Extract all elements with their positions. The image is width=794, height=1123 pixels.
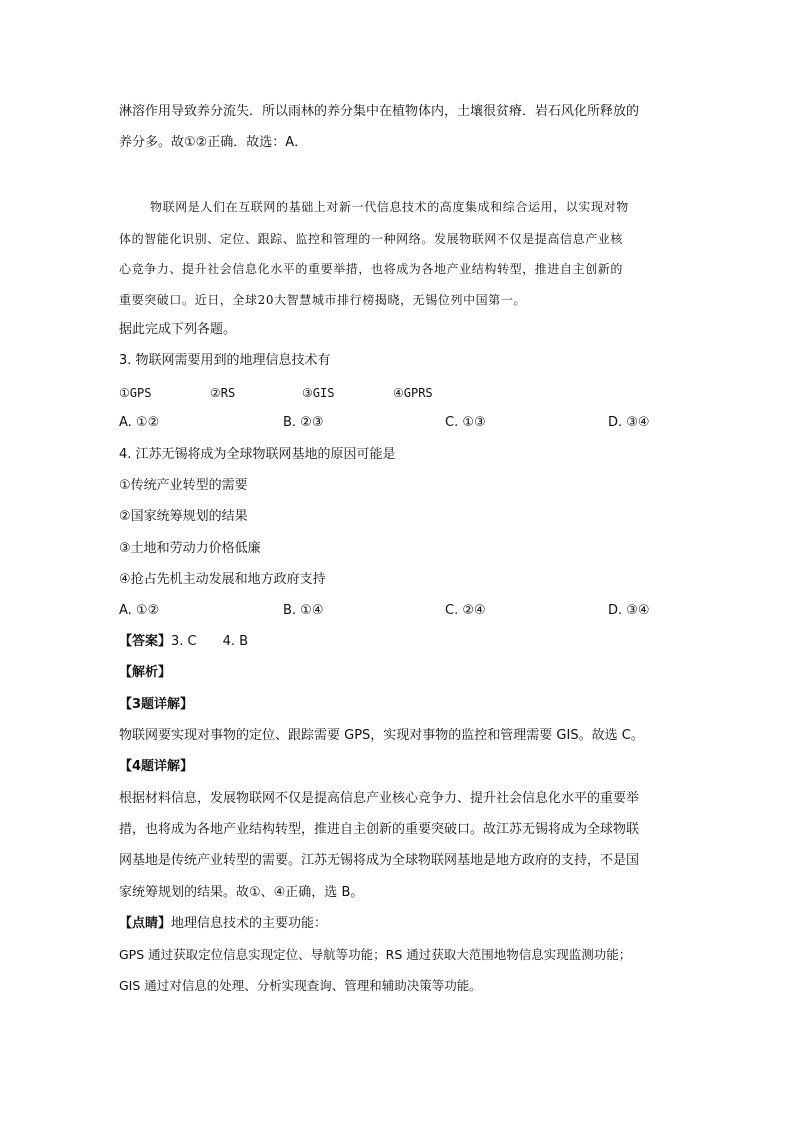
q4-detail-line-3: 网基地是传统产业转型的需要。江苏无锡将成为全球物联网基地是地方政府的支持，不是国 bbox=[119, 853, 640, 868]
q3-option-a: A. ①② bbox=[119, 415, 160, 430]
q4-detail-line-1: 根据材料信息，发展物联网不仅是提高信息产业核心竞争力、提升社会信息化水平的重要举 bbox=[119, 791, 640, 806]
q4-option-d: D. ③④ bbox=[608, 603, 650, 618]
tip-line-2: GIS 通过对信息的处理、分析实现查询、管理和辅助决策等功能。 bbox=[119, 978, 482, 993]
tip-title: 地理信息技术的主要功能： bbox=[171, 916, 328, 931]
q4-option-a: A. ①② bbox=[119, 603, 160, 618]
q3-detail-label: 【3题详解】 bbox=[119, 697, 194, 712]
passage-line-2: 体的智能化识别、定位、跟踪、监控和管理的一种网络。发展物联网不仅是提高信息产业核 bbox=[119, 232, 624, 246]
prev-explanation-line-2: 养分多。故①②正确．故选：A． bbox=[119, 135, 308, 150]
q4-detail-line-2: 措，也将成为各地产业结构转型，推进自主创新的重要突破口。故江苏无锡将成为全球物联 bbox=[119, 822, 640, 837]
q4-statement-2: ②国家统筹规划的结果 bbox=[119, 509, 248, 524]
q3-option-c: C. ①③ bbox=[445, 415, 486, 430]
q3-item-2: ②RS bbox=[210, 386, 236, 400]
tip-row bbox=[119, 915, 327, 933]
passage-line-1: 物联网是人们在互联网的基础上对新一代信息技术的高度集成和综合运用，以实现对物 bbox=[150, 200, 629, 214]
tip-line-1: GPS 通过获取定位信息实现定位、导航等功能；RS 通过获取大范围地物信息实现监测功能； bbox=[119, 947, 632, 962]
q4-detail-line-4: 家统筹规划的结果。故①、④正确，选 B。 bbox=[119, 885, 364, 900]
tip-label: 【点睛】 bbox=[119, 916, 172, 931]
q3-option-b: B. ②③ bbox=[283, 415, 324, 430]
q3-detail-text: 物联网要实现对事物的定位、跟踪需要 GPS，实现对事物的监控和管理需要 GIS。故选 C。 bbox=[119, 728, 644, 743]
q3-item-3: ③GIS bbox=[302, 386, 335, 400]
q3-option-d: D. ③④ bbox=[608, 415, 650, 430]
q3-stem: 3. 物联网需要用到的地理信息技术有 bbox=[119, 353, 331, 368]
q4-stem: 4. 江苏无锡将成为全球物联网基地的原因可能是 bbox=[119, 447, 396, 462]
answer-label: 【答案】 bbox=[119, 634, 172, 649]
instruction: 据此完成下列各题。 bbox=[119, 322, 237, 337]
prev-explanation-line-1: 淋溶作用导致养分流失．所以雨林的养分集中在植物体内，土壤很贫瘠．岩石风化所释放的 bbox=[119, 104, 640, 119]
q4-statement-3: ③土地和劳动力价格低廉 bbox=[119, 541, 261, 556]
answer-q3: 3. C bbox=[171, 634, 197, 649]
q3-item-1: ①GPS bbox=[119, 386, 152, 400]
answer-q4: 4. B bbox=[222, 634, 249, 649]
q3-item-4: ④GPRS bbox=[393, 386, 433, 400]
q4-detail-label: 【4题详解】 bbox=[119, 759, 194, 774]
answer-row bbox=[119, 633, 248, 651]
passage-line-3: 心竞争力、提升社会信息化水平的重要举措，也将成为各地产业结构转型，推进自主创新的 bbox=[119, 262, 624, 276]
q4-statement-1: ①传统产业转型的需要 bbox=[119, 478, 248, 493]
analysis-label: 【解析】 bbox=[119, 665, 172, 680]
q4-option-b: B. ①④ bbox=[283, 603, 324, 618]
q4-statement-4: ④抢占先机主动发展和地方政府支持 bbox=[119, 572, 326, 587]
q4-option-c: C. ②④ bbox=[445, 603, 486, 618]
passage-line-4: 重要突破口。近日，全球20大智慧城市排行榜揭晓，无锡位列中国第一。 bbox=[119, 293, 527, 307]
